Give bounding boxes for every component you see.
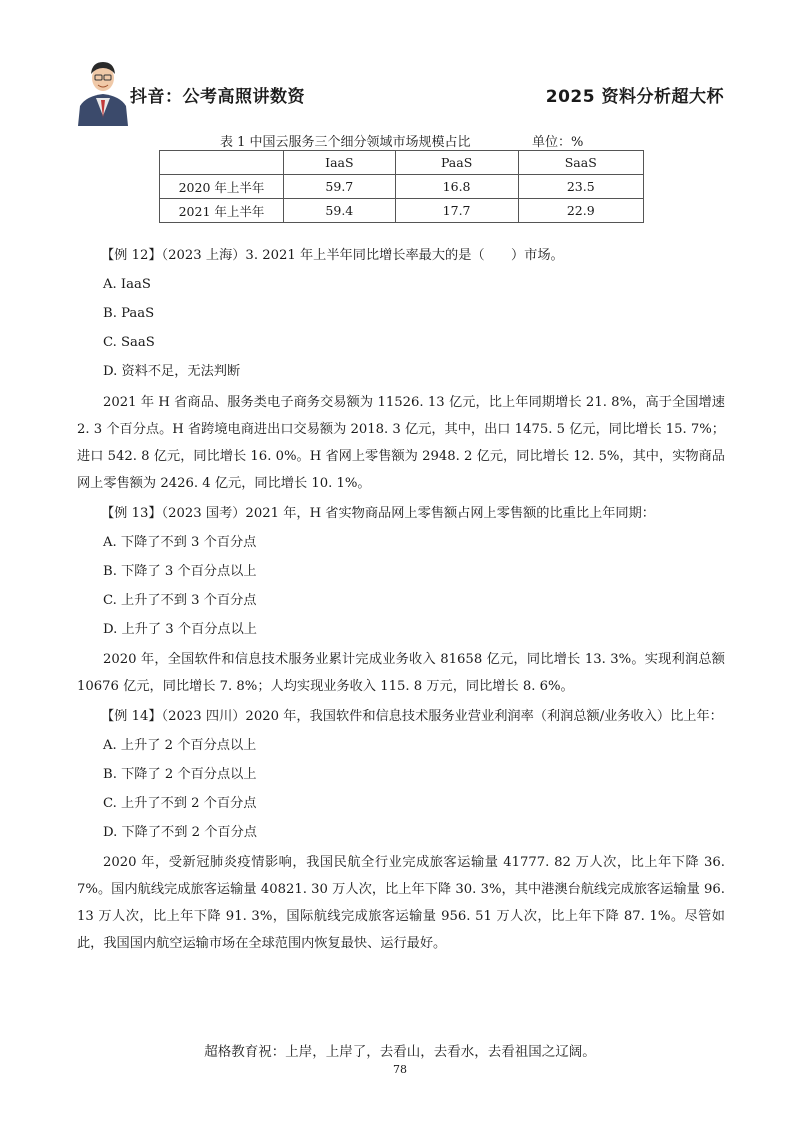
header-book-title: 2025 资料分析超大杯 (545, 87, 724, 107)
table-row (160, 199, 644, 223)
question-13-option-c: C. 上升了不到 3 个百分点 (103, 593, 257, 608)
question-12-option-c: C. SaaS (103, 335, 155, 350)
question-13-option-b: B. 下降了 3 个百分点以上 (103, 564, 257, 579)
table-header-cell: PaaS (395, 151, 518, 175)
table-cell: 23.5 (518, 175, 644, 199)
table-header-cell: IaaS (284, 151, 396, 175)
question-14-option-a: A. 上升了 2 个百分点以上 (103, 738, 257, 753)
passage-ecommerce: 2021 年 H 省商品、服务类电子商务交易额为 11526. 13 亿元，比上年同期增长 21. 8%，高于全国增速 2. 3 个百分点。H 省跨境电商进出口交易额为 2018. 3 亿元，其中，出口 1475. 5 亿元，同比增长 15. 7%；进口 542. 8 亿元，同比增长 16. 0%。H 省网上零售额为 2948. 2 亿元，同比增长 12. 5%，其中，实物商品网上零售额为 2426. 4 亿元，同比增长 10. 1%。 (77, 395, 725, 491)
avatar (76, 54, 130, 126)
table-cell: 59.7 (284, 175, 396, 199)
table-cell: 2021 年上半年 (160, 199, 284, 223)
table-cell: 17.7 (395, 199, 518, 223)
market-share-table (159, 150, 644, 223)
footer-slogan: 超格教育祝：上岸，上岸了，去看山，去看水，去看祖国之辽阔。 (204, 1044, 596, 1060)
passage-aviation: 2020 年，受新冠肺炎疫情影响，我国民航全行业完成旅客运输量 41777. 82 万人次，比上年下降 36. 7%。国内航线完成旅客运输量 40821. 30 万人次，比上年下降 30. 3%，其中港澳台航线完成旅客运输量 96. 13 万人次，比上年下降 91. 3%，国际航线完成旅客运输量 956. 51 万人次，比上年下降 87. 1%。尽管如此，我国国内航空运输市场在全球范围内恢复最快、运行最好。 (77, 855, 725, 951)
page-content (77, 242, 725, 957)
page-number: 78 (393, 1063, 407, 1076)
question-12-option-b: B. PaaS (103, 306, 155, 321)
question-12-stem: 【例 12】（2023 上海）3. 2021 年上半年同比增长率最大的是（ ）市场。 (101, 248, 564, 263)
passage-software: 2020 年，全国软件和信息技术服务业累计完成业务收入 81658 亿元，同比增长 13. 3%。实现利润总额 10676 亿元，同比增长 7. 8%；人均实现业务收入 115. 8 万元，同比增长 8. 6%。 (77, 652, 725, 694)
table-header-cell: SaaS (518, 151, 644, 175)
header-account-title: 抖音：公考高照讲数资 (130, 87, 305, 107)
question-14-option-b: B. 下降了 2 个百分点以上 (103, 767, 257, 782)
question-12-option-d: D. 资料不足，无法判断 (103, 364, 241, 379)
question-13-option-a: A. 下降了不到 3 个百分点 (103, 535, 257, 550)
table-caption: 表 1 中国云服务三个细分领域市场规模占比 (220, 135, 471, 150)
question-12-option-a: A. IaaS (103, 277, 151, 292)
question-14-stem: 【例 14】（2023 四川）2020 年，我国软件和信息技术服务业营业利润率（利润总额/业务收入）比上年： (101, 709, 723, 724)
question-14-option-c: C. 上升了不到 2 个百分点 (103, 796, 257, 811)
table-header-row (160, 151, 644, 175)
question-13-option-d: D. 上升了 3 个百分点以上 (103, 622, 257, 637)
table-unit: 单位：% (532, 135, 584, 150)
table-cell: 2020 年上半年 (160, 175, 284, 199)
question-13-stem: 【例 13】（2023 国考）2021 年，H 省实物商品网上零售额占网上零售额的比重比上年同期： (101, 506, 655, 521)
question-14-option-d: D. 下降了不到 2 个百分点 (103, 825, 257, 840)
table-cell: 22.9 (518, 199, 644, 223)
table-header-cell (160, 151, 284, 175)
page-header (0, 0, 800, 130)
table-row (160, 175, 644, 199)
table-cell: 59.4 (284, 199, 396, 223)
table-cell: 16.8 (395, 175, 518, 199)
